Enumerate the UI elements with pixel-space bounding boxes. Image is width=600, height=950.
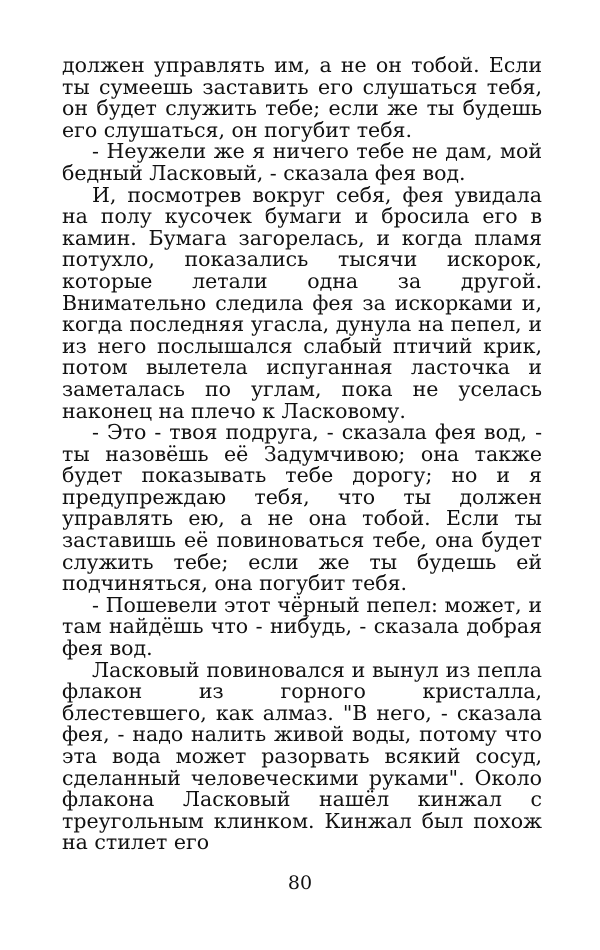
paragraph-6: Ласковый повиновался и вынул из пепла флакон из горного кристалла, блестевшего, как алмаз. "В него, - сказала фея, - надо налить живой воды, потому что эта вода может разорвать всякий сосуд, сделанный человеческими руками". Около флакона Ласковый нашёл кинжал с треугольным клинком. Кинжал был похож на стилет его [62, 657, 542, 855]
paragraph-4: - Это - твоя подруга, - сказала фея вод, - ты назовёшь её Задумчивою; она также будет показывать тебе дорогу; но и я предупреждаю тебя, что ты должен управлять ею, а не она тобой. Если ты заставишь её повиноваться тебе, она будет служить тебе; если же ты будешь ей подчиняться, она погубит тебя. [62, 420, 542, 596]
paragraph-3: И, посмотрев вокруг себя, фея увидала на полу кусочек бумаги и бросила его в камин. Бумага загорелась, и когда пламя потухло, показались тысячи искорок, которые летали одна за другой. Внимательно следила фея за искорками и, когда последняя угасла, дунула на пепел, и из него послышался слабый птичий крик, потом вылетела испуганная ласточка и заметалась по углам, пока не уселась наконец на плечо к Ласковому. [62, 182, 542, 423]
paragraph-5: - Пошевели этот чёрный пепел: может, и там найдёшь что - нибудь, - сказала добрая фея вод. [62, 592, 542, 661]
paragraph-1: должен управлять им, а не он тобой. Если ты сумеешь заставить его слушаться тебя, он будет служить тебе; если же ты будешь его слушаться, он погубит тебя. [62, 53, 542, 142]
paragraph-2: - Неужели же я ничего тебе не дам, мой бедный Ласковый, - сказала фея вод. [62, 139, 542, 185]
page-number: 80 [287, 872, 313, 894]
body-text [62, 55, 542, 854]
